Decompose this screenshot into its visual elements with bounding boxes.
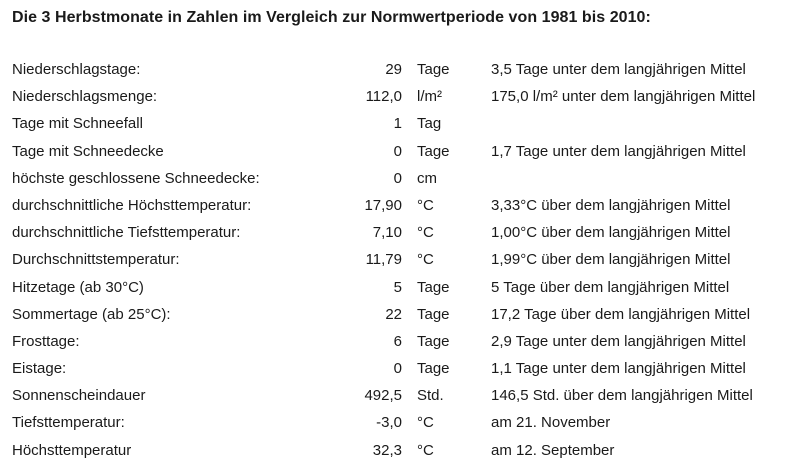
row-value: 22 xyxy=(385,305,402,323)
row-label: durchschnittliche Tiefsttemperatur: xyxy=(12,224,241,242)
row-unit: Tage xyxy=(417,332,450,350)
statistics-table xyxy=(0,56,800,464)
table-row xyxy=(0,165,800,192)
table-row xyxy=(0,409,800,436)
row-comment: 175,0 l/m² unter dem langjährigen Mittel xyxy=(491,88,756,106)
row-comment: 3,5 Tage unter dem langjährigen Mittel xyxy=(491,61,746,78)
row-comment: 1,99°C über dem langjährigen Mittel xyxy=(491,251,731,269)
table-row xyxy=(0,355,800,382)
table-row xyxy=(0,301,800,328)
row-value: 7,10 xyxy=(372,224,402,242)
row-comment: 1,1 Tage unter dem langjährigen Mittel xyxy=(491,360,746,378)
row-comment: 17,2 Tage über dem langjährigen Mittel xyxy=(491,305,751,323)
row-unit: Tage xyxy=(417,142,450,160)
row-value: 112,0 xyxy=(365,88,402,106)
row-comment: 3,33°C über dem langjährigen Mittel xyxy=(491,196,731,214)
row-unit: °C xyxy=(417,196,434,214)
row-label: Tiefsttemperatur: xyxy=(12,414,125,432)
row-label: Niederschlagsmenge: xyxy=(12,88,158,106)
row-value: 0 xyxy=(393,360,402,378)
row-comment: am 21. November xyxy=(491,414,611,432)
row-label: Sonnenscheindauer xyxy=(12,387,146,405)
table-row xyxy=(0,56,800,83)
row-unit: Tage xyxy=(417,305,450,323)
row-label: Frosttage: xyxy=(12,332,80,350)
row-label: Hitzetage (ab 30°C) xyxy=(12,278,144,296)
row-comment: 146,5 Std. über dem langjährigen Mittel xyxy=(491,387,753,405)
row-comment: am 12. September xyxy=(491,441,615,459)
row-label: Höchsttemperatur xyxy=(12,441,132,459)
row-label: höchste geschlossene Schneedecke: xyxy=(12,169,260,187)
row-unit: Tag xyxy=(417,115,442,133)
row-unit: °C xyxy=(417,224,434,242)
row-value: 17,90 xyxy=(364,196,402,214)
row-comment: 1,7 Tage unter dem langjährigen Mittel xyxy=(491,142,746,160)
table-row xyxy=(0,192,800,219)
row-label: Sommertage (ab 25°C): xyxy=(12,305,171,323)
row-unit: °C xyxy=(417,251,434,269)
row-value: 5 xyxy=(393,278,402,296)
row-label: Tage mit Schneedecke xyxy=(12,142,164,160)
row-label: Niederschlagstage: xyxy=(12,61,141,78)
row-label: durchschnittliche Höchsttemperatur: xyxy=(12,196,252,214)
row-comment: 1,00°C über dem langjährigen Mittel xyxy=(491,224,731,242)
row-value: 6 xyxy=(393,332,402,350)
row-value: -3,0 xyxy=(376,414,402,432)
table-row xyxy=(0,437,800,464)
row-label: Durchschnittstemperatur: xyxy=(12,251,180,269)
document-title: Die 3 Herbstmonate in Zahlen im Vergleich zur Normwertperiode von 1981 bis 2010: xyxy=(12,9,651,26)
row-unit: l/m² xyxy=(417,88,442,106)
row-value: 11,79 xyxy=(365,251,402,269)
row-value: 0 xyxy=(393,142,402,160)
row-value: 0 xyxy=(393,169,402,187)
row-label: Eistage: xyxy=(12,360,67,378)
row-unit: °C xyxy=(417,414,434,432)
table-row xyxy=(0,219,800,246)
table-row xyxy=(0,274,800,301)
row-label: Tage mit Schneefall xyxy=(12,115,143,133)
row-unit: cm xyxy=(417,169,437,187)
row-value: 32,3 xyxy=(372,441,402,459)
row-unit: Tage xyxy=(417,61,450,78)
table-row xyxy=(0,328,800,355)
row-value: 492,5 xyxy=(364,387,402,405)
row-value: 1 xyxy=(393,115,402,133)
row-unit: °C xyxy=(417,441,434,459)
row-value: 29 xyxy=(385,61,402,78)
table-row xyxy=(0,246,800,273)
row-comment: 2,9 Tage unter dem langjährigen Mittel xyxy=(491,332,746,350)
row-comment: 5 Tage über dem langjährigen Mittel xyxy=(491,278,730,296)
table-row xyxy=(0,110,800,137)
row-unit: Tage xyxy=(417,360,450,378)
table-row xyxy=(0,382,800,409)
row-unit: Std. xyxy=(417,387,444,405)
table-row xyxy=(0,83,800,110)
table-row xyxy=(0,138,800,165)
row-unit: Tage xyxy=(417,278,450,296)
